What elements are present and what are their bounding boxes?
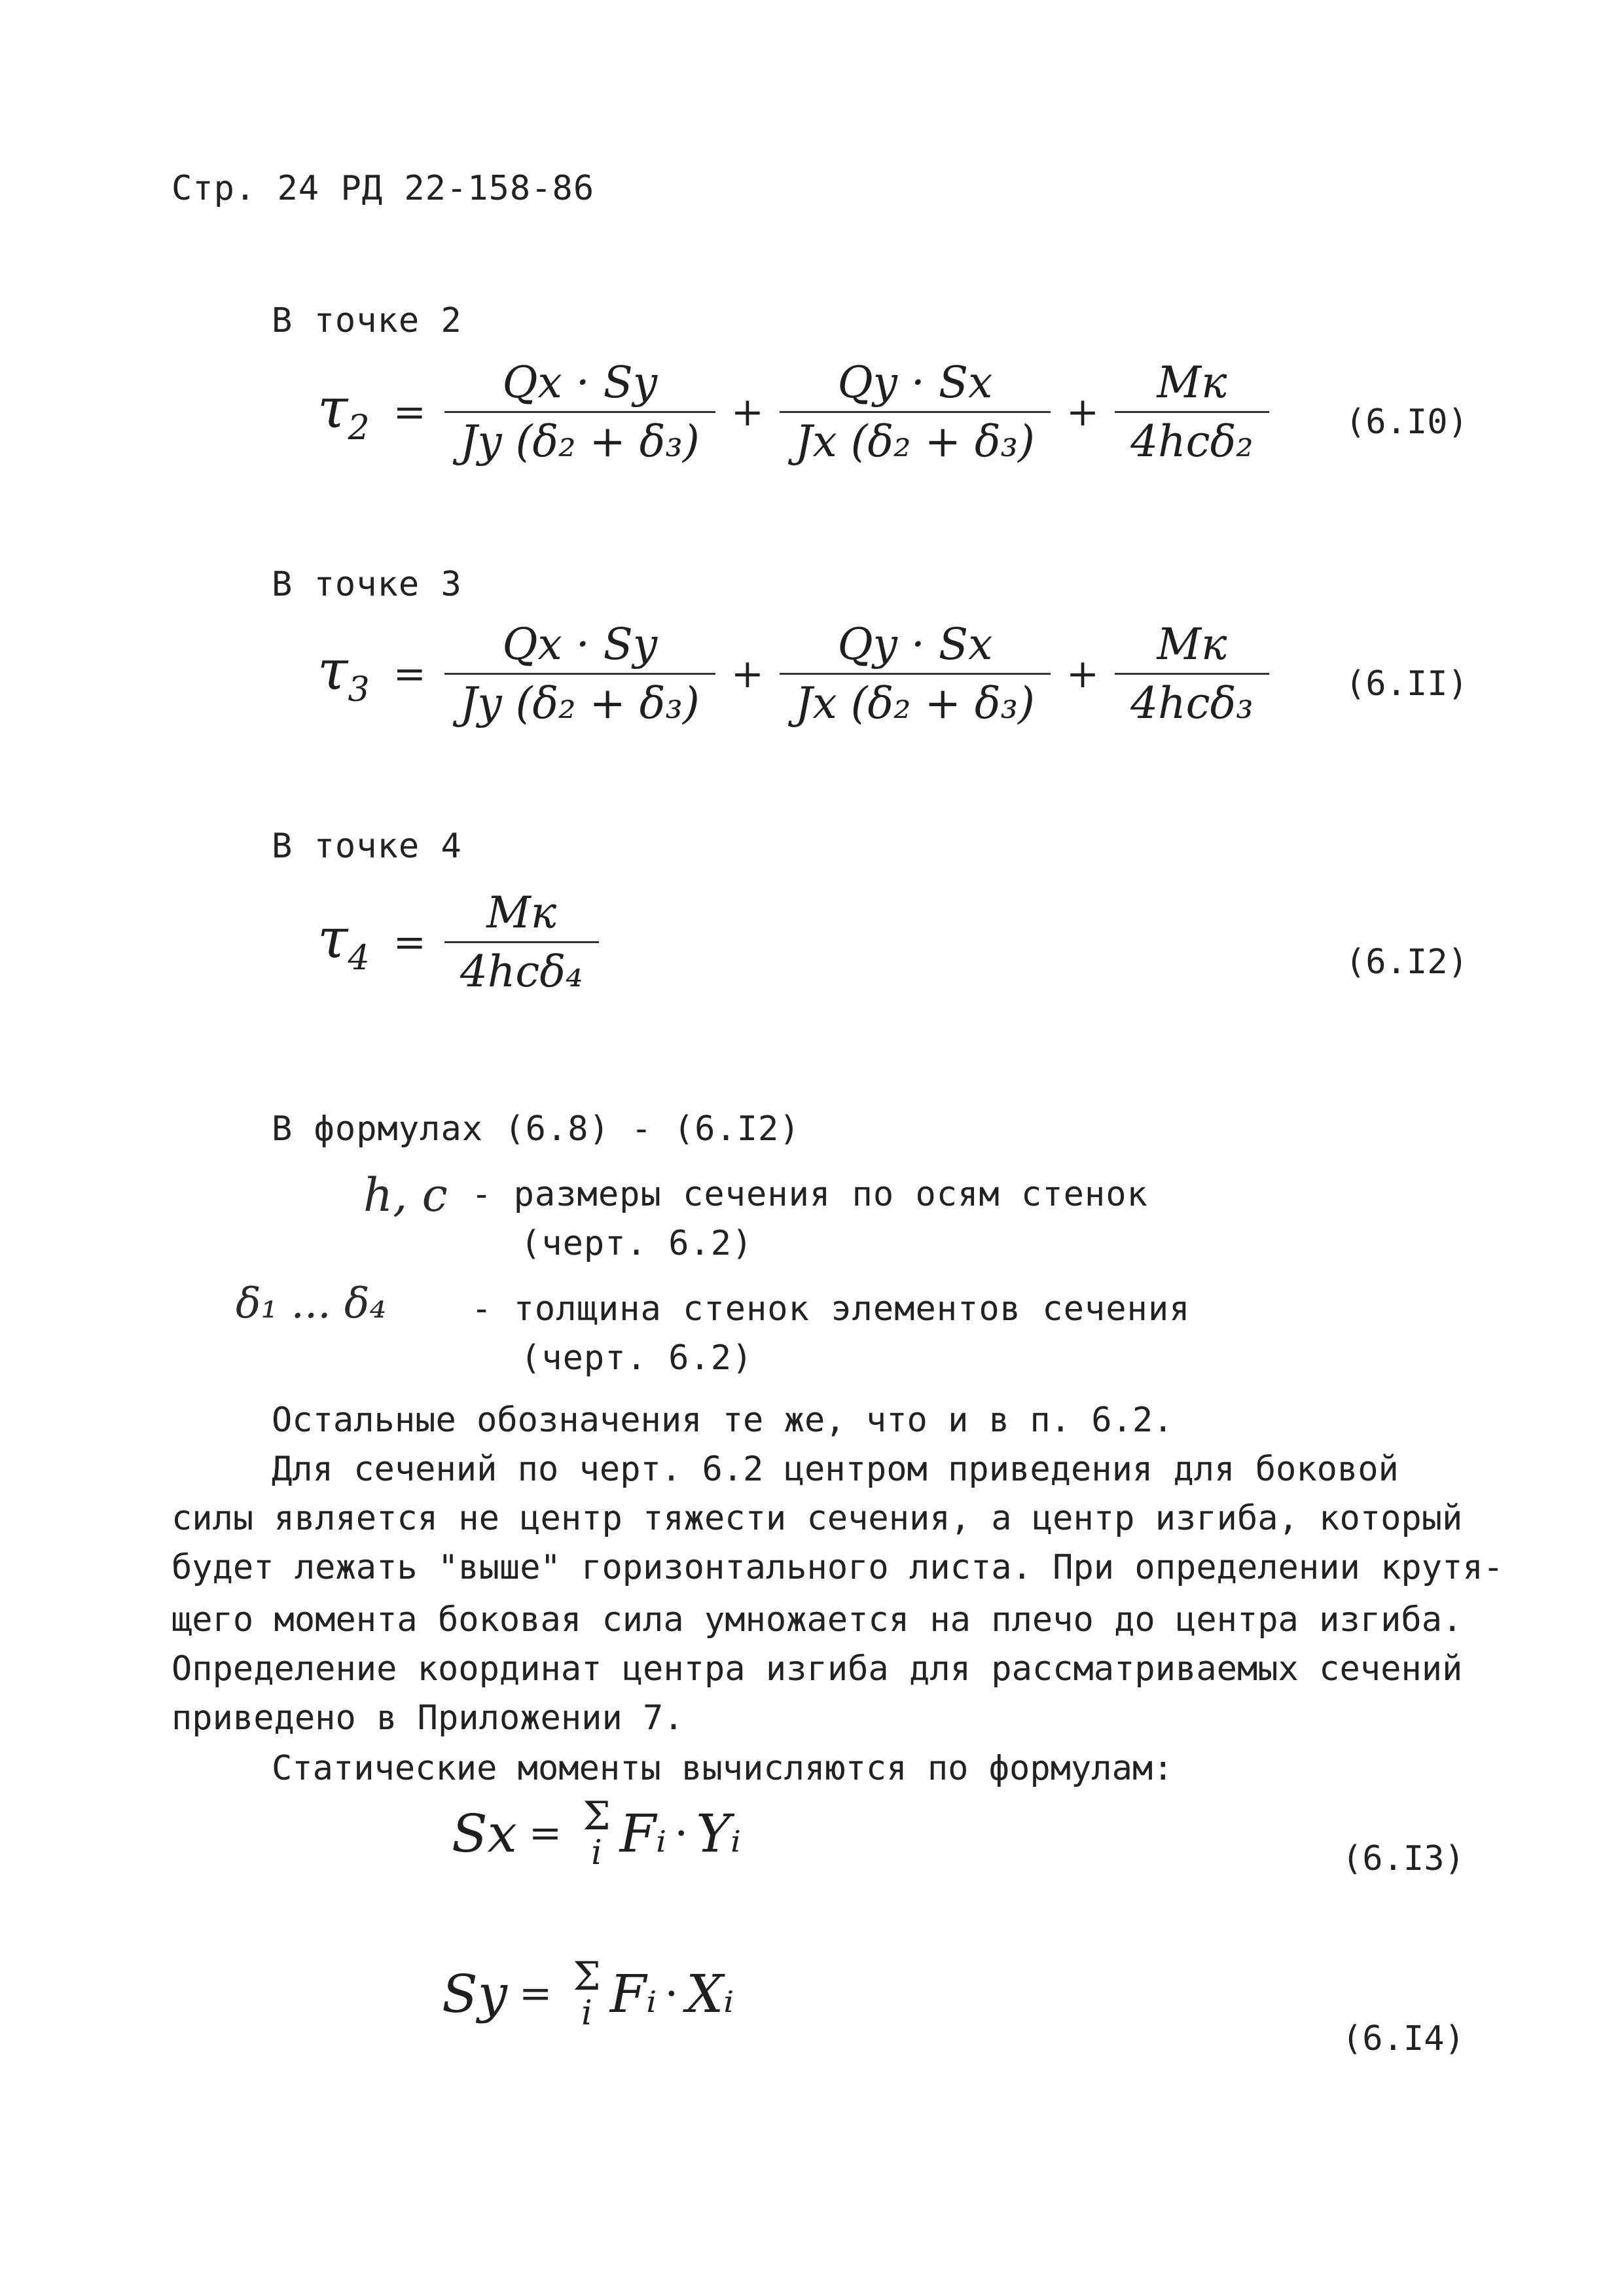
notation-item1-text: - размеры сечения по осям стенок [471,1175,1148,1214]
equals-sign: = [393,389,426,435]
formula-6-10 [317,357,1276,467]
fraction [780,357,1051,467]
body-line: Статические моменты вычисляются по формулам: [272,1749,1174,1788]
sigma-symbol: Σ [573,1954,601,2000]
notation-item1-ref: (черт. 6.2) [520,1224,753,1263]
body-line: Для сечений по черт. 6.2 центром приведения для боковой [272,1450,1399,1489]
fraction-numerator: Mк [1157,357,1227,408]
fraction-bar [1115,411,1269,413]
formula-lhs: $\tau_2$ [317,376,370,448]
formula-6-12 [317,887,605,997]
sigma-symbol: Σ [583,1793,611,1839]
formula-6-11 [317,619,1276,729]
plus-sign: + [731,651,765,697]
sum-index: i [581,1994,592,2033]
equals-sign: = [528,1810,562,1856]
body-line: силы является не центр тяжести сечения, а центр изгиба, который [171,1499,1463,1538]
multiply-dot: · [674,1808,689,1859]
notation-symbol-h-c: h, c [363,1168,448,1222]
fraction [1115,357,1269,467]
factor: Fᵢ [609,1963,657,2024]
factor: Fᵢ [619,1803,667,1864]
body-line: приведено в Приложении 7. [171,1698,684,1738]
equation-number: (6.I0) [1345,403,1468,442]
formula-6-13 [452,1793,742,1873]
formula-lhs: Sx [452,1803,517,1864]
formula-lhs: $\tau_3$ [317,638,370,710]
fraction-denominator: Jy (δ₂ + δ₃) [460,678,700,729]
fraction-denominator: 4hcδ₄ [460,946,583,997]
equals-sign: = [393,651,426,697]
notation-symbol-delta: δ₁ ... δ₄ [236,1280,387,1328]
fraction-denominator: 4hcδ₃ [1130,678,1254,729]
fraction-bar [780,673,1051,675]
sum-operator [573,1954,601,2033]
fraction-numerator: Mк [486,888,557,938]
formula-lhs: Sy [442,1963,507,2024]
plus-sign: + [731,389,765,435]
heading-point-4: В точке 4 [272,827,462,866]
equation-number: (6.II) [1345,664,1468,704]
fraction [1115,619,1269,729]
factor: Yᵢ [696,1803,742,1864]
fraction [444,887,599,997]
fraction [444,357,715,467]
fraction-numerator: Qy · Sx [837,619,993,670]
fraction-denominator: 4hcδ₂ [1130,416,1254,467]
fraction [780,619,1051,729]
heading-point-3: В точке 3 [272,565,462,604]
equation-number: (6.I2) [1345,942,1468,982]
heading-point-2: В точке 2 [272,301,462,340]
fraction-numerator: Qx · Sy [502,357,658,408]
page-header: Стр. 24 РД 22-158-86 [171,169,595,208]
fraction-numerator: Qy · Sx [837,357,993,408]
fraction-numerator: Mк [1157,619,1227,670]
notation-intro: В формулах (6.8) - (6.I2) [272,1109,801,1149]
body-line: будет лежать "выше" горизонтального листа. При определении крутя- [171,1548,1504,1587]
plus-sign: + [1066,651,1100,697]
plus-sign: + [1066,389,1100,435]
fraction-numerator: Qx · Sy [502,619,658,670]
equals-sign: = [393,919,426,965]
notation-item2-text: - толщина стенок элементов сечения [471,1289,1191,1329]
notation-item2-ref: (черт. 6.2) [520,1338,753,1378]
equals-sign: = [519,1971,552,2017]
sum-index: i [591,1833,602,1873]
fraction-bar [444,673,715,675]
formula-6-14 [442,1954,734,2033]
fraction-bar [1115,673,1269,675]
fraction-bar [444,411,715,413]
sum-operator [583,1793,611,1873]
fraction-bar [444,941,599,943]
body-line: щего момента боковая сила умножается на плечо до центра изгиба. [171,1600,1463,1640]
fraction-denominator: Jx (δ₂ + δ₃) [795,416,1035,467]
body-line: Определение координат центра изгиба для рассматриваемых сечений [171,1649,1463,1689]
body-line: Остальные обозначения те же, что и в п. 6.2. [272,1401,1174,1440]
equation-number: (6.I4) [1342,2019,1465,2058]
fraction-bar [780,411,1051,413]
fraction-denominator: Jy (δ₂ + δ₃) [460,416,700,467]
factor: Xᵢ [686,1963,734,2024]
formula-lhs: $\tau_4$ [317,906,370,978]
fraction-denominator: Jx (δ₂ + δ₃) [795,678,1035,729]
fraction [444,619,715,729]
equation-number: (6.I3) [1342,1839,1465,1878]
multiply-dot: · [664,1968,679,2019]
